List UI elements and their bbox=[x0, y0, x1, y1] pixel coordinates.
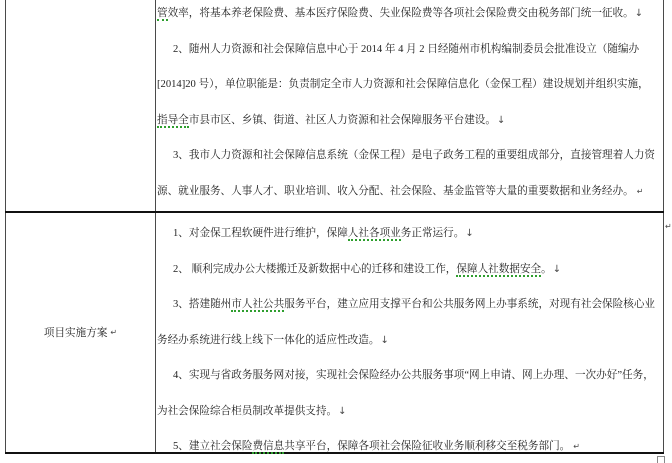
text-line bbox=[157, 216, 662, 252]
grammar-flagged-text: 保障人社数据安全 bbox=[456, 263, 542, 275]
text-line bbox=[157, 287, 662, 323]
grammar-flagged-text: 市人社公共 bbox=[231, 299, 285, 310]
text-segment: 源、就业服务、人事人才、职业培训、收入分配、社会保险、基金监管等大量的重要数据和业务经办。 bbox=[157, 185, 634, 197]
cell-end-mark: ↵ bbox=[110, 328, 118, 337]
line-break-mark: ↓ bbox=[380, 334, 389, 346]
text-segment: [2014]20 号），单位职能是：负责制定全市人力资源和社会保障信息化（金保工程）建设规划并组织实施， bbox=[157, 79, 649, 90]
row-content-cell bbox=[157, 213, 662, 463]
grammar-flagged-text: 管 bbox=[157, 8, 168, 19]
text-segment: 市县市区、乡镇、街道、社区人力资源和社会保障服务平台建设。 bbox=[188, 114, 496, 126]
cell-end-mark: ↵ bbox=[636, 186, 644, 196]
row-label-cell bbox=[6, 213, 155, 452]
cell-end-mark: ↵ bbox=[573, 442, 580, 451]
text-segment: 4、实现与省政务服务网对接，实现社会保险经办公共服务事项“网上申请、网上办理、一次办好”任务， bbox=[173, 370, 654, 381]
text-line bbox=[157, 174, 662, 210]
text-line bbox=[157, 252, 662, 288]
text-line bbox=[157, 138, 662, 174]
row-label: 项目实施方案 bbox=[43, 328, 108, 339]
table-row bbox=[157, 0, 662, 209]
text-line bbox=[157, 323, 662, 359]
table-border-right bbox=[663, 0, 664, 453]
text-segment: 务经办系统进行线上线下一体化的适应性改造。 bbox=[157, 334, 380, 346]
line-break-mark: ↓ bbox=[552, 263, 562, 275]
text-segment: 2、 顺利完成办公大楼搬迁及新数据中心的迁移和建设工作， bbox=[173, 263, 457, 275]
line-break-mark: ↓ bbox=[465, 228, 474, 239]
text-segment: 3、搭建随州 bbox=[173, 299, 232, 310]
text-segment: 5、建立社会保险 bbox=[173, 441, 253, 452]
grammar-flagged-text: 费信息 bbox=[252, 441, 285, 452]
text-line bbox=[157, 67, 662, 103]
table-row bbox=[157, 216, 662, 463]
grammar-flagged-text: 人社各项业 bbox=[347, 228, 401, 239]
line-break-mark: ↓ bbox=[497, 114, 506, 126]
line-break-mark: ↓ bbox=[634, 8, 644, 19]
row-content-cell bbox=[157, 0, 662, 209]
text-line bbox=[157, 429, 662, 463]
end-of-row-mark: ↵ bbox=[665, 222, 672, 231]
text-segment: 为社会保险综合柜员制改革提供支持。 bbox=[157, 405, 338, 417]
text-segment: 务正常运行。 bbox=[400, 228, 465, 239]
line-break-mark: ↓ bbox=[338, 405, 347, 417]
table-resize-handle-icon[interactable] bbox=[657, 456, 665, 463]
text-line bbox=[157, 394, 662, 430]
text-segment: 3、我市人力资源和社会保障信息系统（金保工程）是电子政务工程的重要组成部分，直接管理着人力资 bbox=[173, 150, 656, 161]
text-line bbox=[157, 103, 662, 139]
text-line bbox=[157, 0, 662, 32]
text-segment: 2、随州人力资源和社会保障信息中心于 2014 年 4 月 2 日经随州市机构编制委员会批准设立（随编办 bbox=[173, 43, 640, 55]
text-segment: 效率，将基本养老保险费、基本医疗保险费、失业保险费等各项社会保险费交由税务部门统一征收。 bbox=[167, 8, 634, 19]
text-segment: 共享平台，保障各项社会保险征收业务顺利移交至税务部门。 bbox=[284, 441, 571, 452]
text-line bbox=[157, 358, 662, 394]
column-divider bbox=[155, 0, 156, 453]
text-segment: 。 bbox=[541, 263, 552, 275]
text-segment: 1、对金保工程软硬件进行维护，保障 bbox=[173, 228, 348, 239]
text-line bbox=[157, 32, 662, 68]
grammar-flagged-text: 指导全 bbox=[157, 114, 189, 126]
text-segment: 服务平台，建立应用支撑平台和公共服务网上办事系统，对现有社会保险核心业 bbox=[284, 299, 656, 310]
